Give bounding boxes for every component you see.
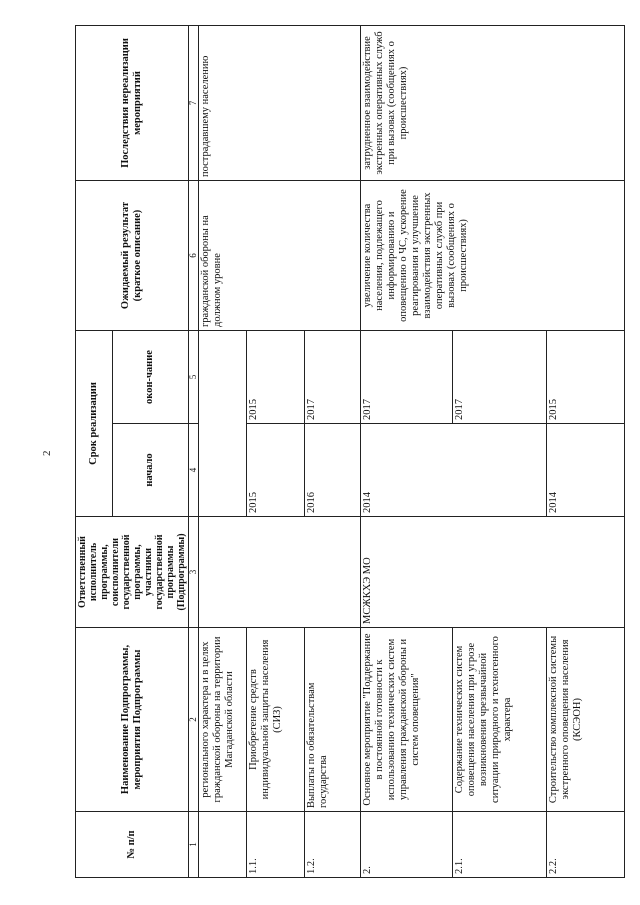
row-end: 2015 — [547, 331, 625, 424]
header-period: Срок реализации — [76, 331, 113, 517]
row-result: гражданской обороны на должном уровне — [199, 181, 361, 331]
row-period — [199, 331, 247, 517]
column-number-4: 4 — [189, 424, 199, 517]
header-consequences: Последствия нереализации мероприятий — [76, 26, 189, 181]
row-end: 2017 — [305, 331, 361, 424]
row-number: 1.2. — [305, 812, 361, 878]
page-number: 2 — [41, 450, 53, 456]
row-end: 2017 — [361, 331, 453, 424]
column-number-3: 3 — [189, 517, 199, 628]
row-end: 2015 — [247, 331, 305, 424]
column-number-row — [189, 26, 199, 878]
table-row — [361, 26, 453, 878]
row-number: 2.2. — [547, 812, 625, 878]
row-start: 2014 — [361, 424, 547, 517]
row-consequences: пострадавшему населению — [199, 26, 361, 181]
row-number: 2.1. — [453, 812, 547, 878]
row-number: 2. — [361, 812, 453, 878]
header-end: окон-чание — [112, 331, 188, 424]
row-number: 1.1. — [247, 812, 305, 878]
header-number: № п/п — [76, 812, 189, 878]
row-executor — [199, 517, 361, 628]
row-name: Приобретение средств индивидуальной защиты населения (СИЗ) — [247, 628, 305, 812]
column-number-2: 2 — [189, 628, 199, 812]
row-end: 2017 — [453, 331, 547, 424]
column-number-6: 6 — [189, 181, 199, 331]
row-name: Основное мероприятие "Поддержание в постоянной готовности к использованию технических систем управления гражданской обороны и систем оповещения" — [361, 628, 453, 812]
header-name: Наименование Подпрограммы, мероприятия Подпрограммы — [76, 628, 189, 812]
row-start: 2014 — [547, 424, 625, 517]
column-number-1: 1 — [189, 812, 199, 878]
row-number — [199, 812, 247, 878]
row-start: 2016 — [305, 424, 361, 517]
header-row — [76, 26, 113, 878]
table-row — [199, 26, 247, 878]
measures-table — [75, 25, 625, 878]
row-executor: МСЖКХЭ МО — [361, 517, 625, 628]
row-consequences: затрудненное взаимодействие экстренных оперативных служб при вызовах (сообщениях о происшествиях) — [361, 26, 625, 181]
header-start: начало — [112, 424, 188, 517]
row-start: 2015 — [247, 424, 305, 517]
row-name: Выплаты по обязательствам государства — [305, 628, 361, 812]
row-result: увеличение количества населения, подлежащего информированию и оповещению о ЧС, ускорение реагирования и улучшение взаимодействия экстренных оперативных служб при вызовах (сообщениях о происшествиях) — [361, 181, 625, 331]
header-result: Ожидаемый результат (краткое описание) — [76, 181, 189, 331]
row-name: Строительство комплексной системы экстренного оповещения населения (КСЭОН) — [547, 628, 625, 812]
row-name: регионального характера и в целях гражданской обороны на территории Магаданской области — [199, 628, 247, 812]
header-executor: Ответственный исполнитель программы, соисполнители государственной программы, участники государственной программы (Подпрограммы) — [76, 517, 189, 628]
measures-table-sheet — [75, 26, 615, 878]
column-number-5: 5 — [189, 331, 199, 424]
column-number-7: 7 — [189, 26, 199, 181]
row-name: Содержание технических систем оповещения населения при угрозе возникновения чрезвычайной ситуации природного и техногенного характера — [453, 628, 547, 812]
